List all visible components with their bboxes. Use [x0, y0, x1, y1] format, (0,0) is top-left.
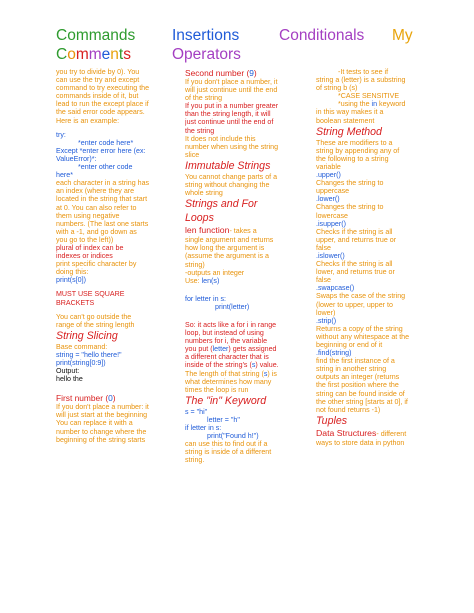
note-line [185, 102, 309, 110]
note-line [185, 448, 309, 456]
note-line [316, 68, 430, 76]
note-text: upper, and returns true or [316, 235, 397, 244]
note-text: false [316, 243, 331, 252]
note-text: whole string [185, 189, 223, 198]
note-text: Base command: [56, 342, 108, 351]
section-heading [316, 126, 430, 139]
note-line [56, 212, 180, 220]
note-text: *enter other code [78, 163, 133, 172]
note-text: Tuples [316, 414, 348, 427]
note-line [316, 381, 430, 389]
note-text: .strip() [316, 316, 337, 325]
note-text: located in the string that start [56, 195, 148, 204]
note-line [185, 143, 309, 151]
note-text: doing this: [56, 268, 89, 277]
note-line [316, 260, 430, 268]
note-line [185, 329, 309, 337]
note-line [316, 252, 430, 260]
note-text: print specific character by [56, 260, 137, 269]
note-text: commands inside of it, but [56, 92, 139, 101]
note-text: string is inside of a different [185, 448, 272, 457]
note-text: ) [253, 68, 257, 78]
note-line [185, 86, 309, 94]
note-line [56, 171, 180, 179]
note-line [56, 187, 180, 195]
note-text: keyword [377, 100, 406, 109]
note-line [316, 117, 430, 125]
spacer [185, 285, 309, 295]
note-text: First number ( [56, 393, 109, 404]
note-line [56, 276, 180, 284]
note-text: *using the [338, 100, 372, 109]
note-text: boolean statement [316, 116, 375, 125]
note-line [316, 203, 430, 211]
note-text: If you don't place a number: it [56, 403, 149, 412]
note-line [316, 292, 430, 300]
spacer [185, 311, 309, 321]
header-comments-letter: o [67, 46, 76, 63]
note-text: -outputs an integer [185, 268, 245, 277]
note-text: an index (where they are [56, 187, 135, 196]
note-text: *CASE SENSITIVE [338, 92, 400, 101]
note-text: These are modifiers to a [316, 138, 393, 147]
note-text: s = "hi" [185, 407, 208, 416]
note-line [56, 252, 180, 260]
note-line [316, 187, 430, 195]
section-heading [56, 330, 180, 343]
note-text: So: it acts like a for i in range [185, 320, 277, 329]
note-line [185, 303, 309, 311]
note-text: variable [316, 162, 341, 171]
note-line [185, 295, 309, 303]
note-line [56, 204, 180, 212]
note-text: a different character that is [185, 353, 269, 362]
note-line [316, 390, 430, 398]
note-text: Changes the string to [316, 179, 384, 188]
note-text: string. [185, 456, 205, 465]
note-text: loop, but instead of using [185, 329, 264, 338]
note-text: Loops [185, 212, 214, 225]
note-line [316, 244, 430, 252]
note-text: 9 [249, 68, 254, 78]
note-text: print(s[0]) [56, 276, 86, 285]
note-text: of the string [185, 94, 223, 103]
note-text: lowercase [316, 211, 348, 220]
note-text: you go to the left)) [56, 235, 114, 244]
column-1 [56, 68, 180, 444]
note-line [185, 181, 309, 189]
note-line [185, 353, 309, 361]
note-text: If you put in a number greater [185, 102, 279, 111]
note-line [56, 393, 180, 403]
note-text: string a (letter) is a substring [316, 76, 406, 85]
note-text: - takes a [229, 227, 257, 236]
note-text: letter [212, 345, 229, 354]
note-line [316, 236, 430, 244]
note-line [56, 195, 180, 203]
note-text: The length of that string ( [185, 369, 264, 378]
note-text: ) [112, 393, 116, 404]
note-line [56, 299, 180, 307]
note-text: It does not include this [185, 134, 256, 143]
note-text: (assume the argument is a [185, 252, 269, 261]
note-line [316, 284, 430, 292]
note-line [316, 428, 430, 439]
note-text: BRACKETS [56, 298, 95, 307]
note-text: beginning of the string starts [56, 435, 146, 444]
header-comments-letter: e [101, 46, 111, 63]
note-text: lower) [316, 308, 336, 317]
section-heading [185, 160, 309, 173]
note-text: The "in" Keyword [185, 394, 267, 407]
note-line [56, 290, 180, 298]
note-text: range of the string length [56, 320, 135, 329]
note-text: print(letter) [215, 302, 250, 311]
note-text: string by appending any of [316, 146, 400, 155]
note-line [56, 163, 180, 171]
note-text: string in another string [316, 365, 387, 374]
header-comments-letter: s [123, 46, 131, 63]
note-line [185, 386, 309, 394]
note-line [56, 343, 180, 351]
note-line [316, 76, 430, 84]
note-text: number when using the string [185, 142, 279, 151]
note-text: beginning or end of it [316, 341, 383, 349]
note-text: s [263, 369, 268, 378]
note-line [56, 375, 180, 383]
note-text: You can replace it with a [56, 419, 133, 428]
header-comments-letter: t [118, 46, 124, 63]
note-text: numbers for i, the variable [185, 337, 268, 346]
note-text: the first position where the [316, 381, 399, 390]
header-comments [56, 46, 131, 63]
note-line [316, 139, 430, 147]
note-text: here* [56, 171, 73, 180]
note-line [56, 313, 180, 321]
note-line [316, 325, 430, 333]
note-text: each character in a string has [56, 179, 150, 188]
note-line [316, 268, 430, 276]
note-line [185, 225, 309, 236]
note-text: slice [185, 150, 200, 159]
note-text: Output: [56, 367, 80, 376]
note-line [185, 424, 309, 432]
note-line [185, 151, 309, 159]
note-line [316, 147, 430, 155]
note-text: - different [376, 429, 407, 438]
note-line [316, 92, 430, 100]
note-line [185, 337, 309, 345]
note-line [185, 345, 309, 353]
note-text: times the loop is run [185, 385, 249, 394]
note-text: indexes or indices [56, 252, 113, 261]
note-text: with a -1, and go down as [56, 227, 137, 236]
note-text: than the string length, it will [185, 110, 271, 119]
header-conditionals: Conditionals [279, 27, 365, 44]
note-text: can use the try and except [56, 76, 140, 85]
note-text: .isupper() [316, 219, 346, 228]
note-text: false [316, 276, 331, 285]
note-line [56, 351, 180, 359]
note-text: String Method [316, 125, 382, 138]
note-text: number to change where the [56, 427, 147, 436]
note-line [316, 220, 430, 228]
note-text: them using negative [56, 211, 120, 220]
note-text: you put ( [185, 345, 213, 354]
note-text: if letter in s: [185, 424, 222, 432]
note-text: Swaps the case of the string [316, 292, 406, 301]
note-text: -It tests to see if [338, 68, 389, 76]
note-line [56, 411, 180, 419]
note-text: ValueError)*: [56, 154, 97, 163]
column-3 [316, 68, 430, 447]
note-line [185, 277, 309, 285]
note-line [316, 171, 430, 179]
column-2 [185, 68, 309, 464]
note-line [185, 244, 309, 252]
note-text: lower, and returns true or [316, 268, 395, 277]
note-line [316, 439, 430, 447]
note-line [185, 173, 309, 181]
note-line [185, 261, 309, 269]
note-text: Use: [185, 276, 202, 285]
note-text: You can't go outside the [56, 312, 132, 321]
note-text: outputs an integer (returns [316, 373, 400, 382]
note-line [185, 118, 309, 126]
note-line [185, 321, 309, 329]
header-commands: Commands [56, 27, 136, 44]
note-text: what determines how many [185, 377, 272, 386]
note-line [316, 301, 430, 309]
note-text: numbers. (The last one starts [56, 219, 149, 228]
note-text: uppercase [316, 187, 350, 196]
note-text: in [371, 100, 378, 109]
note-line [316, 309, 430, 317]
header-my: My [392, 27, 413, 44]
note-text: the string [185, 126, 215, 135]
note-line [316, 212, 430, 220]
note-text: letter = "h" [207, 415, 240, 424]
note-line [316, 155, 430, 163]
note-line [185, 440, 309, 448]
note-line [316, 333, 430, 341]
note-line [185, 68, 309, 78]
note-text: Checks if the string is all [316, 260, 393, 269]
note-text: not found returns -1) [316, 405, 381, 414]
note-line [316, 276, 430, 284]
note-text: *enter code here* [78, 138, 134, 147]
note-line [185, 135, 309, 143]
note-text: Returns a copy of the string [316, 324, 403, 333]
note-text: at 0. You can also refer to [56, 203, 137, 212]
note-text: string = "hello there!" [56, 350, 122, 359]
section-heading [316, 415, 430, 428]
note-text: you try to divide by 0). You [56, 68, 140, 76]
note-text: .islower() [316, 251, 345, 260]
note-line [56, 139, 180, 147]
note-text: Strings and For [185, 198, 258, 211]
note-text: string can be found inside of [316, 389, 405, 398]
note-line [56, 108, 180, 116]
note-text: .upper() [316, 171, 341, 180]
note-text: ways to store data in python [316, 438, 405, 447]
note-text: will just continue until the end [185, 86, 278, 95]
note-text: lead to run the except place if [56, 100, 149, 109]
note-text: try: [56, 130, 66, 139]
note-text: Changes the string to [316, 203, 384, 212]
note-line [56, 76, 180, 84]
note-line [56, 419, 180, 427]
section-heading [185, 395, 309, 408]
note-text: string) [185, 260, 205, 269]
note-line [56, 321, 180, 329]
note-text: the said error code appears. [56, 108, 145, 117]
note-line [56, 100, 180, 108]
note-text: how long the argument is [185, 244, 265, 253]
note-text: command to try executing the [56, 84, 150, 93]
note-text: .swapcase() [316, 284, 355, 293]
note-text: Here is an example: [56, 116, 120, 125]
note-line [56, 84, 180, 92]
note-line [56, 403, 180, 411]
note-line [56, 147, 180, 155]
note-text: 0 [108, 393, 113, 404]
note-text: String Slicing [56, 329, 118, 342]
note-line [316, 179, 430, 187]
note-text: find the first instance of a [316, 357, 395, 366]
note-text: (lower to upper, upper to [316, 300, 393, 309]
note-line [56, 117, 180, 125]
note-text: Except *enter error here (ex: [56, 146, 146, 155]
note-line [56, 68, 180, 76]
note-line [185, 189, 309, 197]
spacer [56, 383, 180, 393]
note-text: for letter in s: [185, 294, 227, 303]
note-line [185, 370, 309, 378]
note-line [56, 260, 180, 268]
note-line [185, 378, 309, 386]
note-text: the following to a string [316, 154, 389, 163]
note-line [185, 127, 309, 135]
note-text: If you don't place a number, it [185, 78, 278, 86]
note-text: hello the [56, 375, 83, 384]
note-line [185, 110, 309, 118]
note-text: single argument and returns [185, 236, 274, 245]
note-line [185, 456, 309, 464]
note-line [56, 244, 180, 252]
note-text: just continue until the end of [185, 118, 274, 127]
note-line [56, 131, 180, 139]
note-text: inside of the string's ( [185, 361, 252, 370]
note-line [316, 228, 430, 236]
note-line [185, 416, 309, 424]
note-text: of string b (s) [316, 84, 358, 93]
note-line [185, 361, 309, 369]
note-line [56, 428, 180, 436]
note-line [316, 398, 430, 406]
note-text: will just start at the beginning [56, 411, 148, 420]
note-line [56, 179, 180, 187]
note-text: MUST USE SQUARE [56, 290, 125, 299]
header-comments-letter: C [56, 46, 68, 63]
note-text: without any whitespace at the [316, 332, 410, 341]
header-operators: Operators [172, 46, 241, 63]
note-line [316, 84, 430, 92]
note-line [185, 269, 309, 277]
note-text: s [251, 361, 256, 370]
note-line [316, 163, 430, 171]
note-text: len function [185, 225, 230, 236]
note-text: ) gets assigned [228, 345, 277, 354]
note-line [316, 373, 430, 381]
note-text: in this way makes it a [316, 108, 384, 117]
header-comments-letter: n [110, 46, 119, 63]
note-line [56, 268, 180, 276]
note-line [185, 408, 309, 416]
note-text: Second number ( [185, 68, 250, 78]
note-text: plural of index can be [56, 243, 124, 252]
note-text: can use this to find out if a [185, 440, 268, 449]
note-line [185, 252, 309, 260]
section-heading [185, 198, 309, 211]
note-text: Immutable Strings [185, 159, 271, 172]
note-text: Checks if the string is all [316, 227, 393, 236]
header-comments-letter: m [88, 46, 102, 63]
note-line [316, 100, 430, 108]
note-line [185, 94, 309, 102]
note-line [316, 406, 430, 414]
note-text: string without changing the [185, 181, 270, 190]
note-line [56, 228, 180, 236]
note-line [185, 78, 309, 86]
note-text: the other string [starts at 0], if [316, 397, 408, 406]
note-text: Data Structures [316, 427, 377, 438]
note-text: print("Found h!") [207, 432, 259, 441]
note-line [316, 365, 430, 373]
note-text: You cannot change parts of a [185, 172, 278, 181]
header-insertions: Insertions [172, 27, 240, 44]
note-line [316, 317, 430, 325]
note-text: ) is [267, 369, 277, 378]
note-line [56, 367, 180, 375]
note-line [316, 349, 430, 357]
note-text: .lower() [316, 195, 340, 204]
note-line [316, 357, 430, 365]
note-line [316, 341, 430, 349]
note-text: .find(string) [316, 349, 352, 358]
note-line [56, 359, 180, 367]
note-line [316, 195, 430, 203]
note-line [56, 436, 180, 444]
note-text: len(s) [201, 276, 220, 285]
note-line [185, 432, 309, 440]
note-line [56, 155, 180, 163]
header-comments-letter: m [75, 46, 89, 63]
note-line [185, 236, 309, 244]
note-line [56, 220, 180, 228]
section-heading [185, 212, 309, 225]
note-text: ) value. [255, 361, 279, 370]
note-line [316, 108, 430, 116]
note-line [56, 236, 180, 244]
note-text: print(string[0:9]) [56, 359, 106, 367]
note-line [56, 92, 180, 100]
